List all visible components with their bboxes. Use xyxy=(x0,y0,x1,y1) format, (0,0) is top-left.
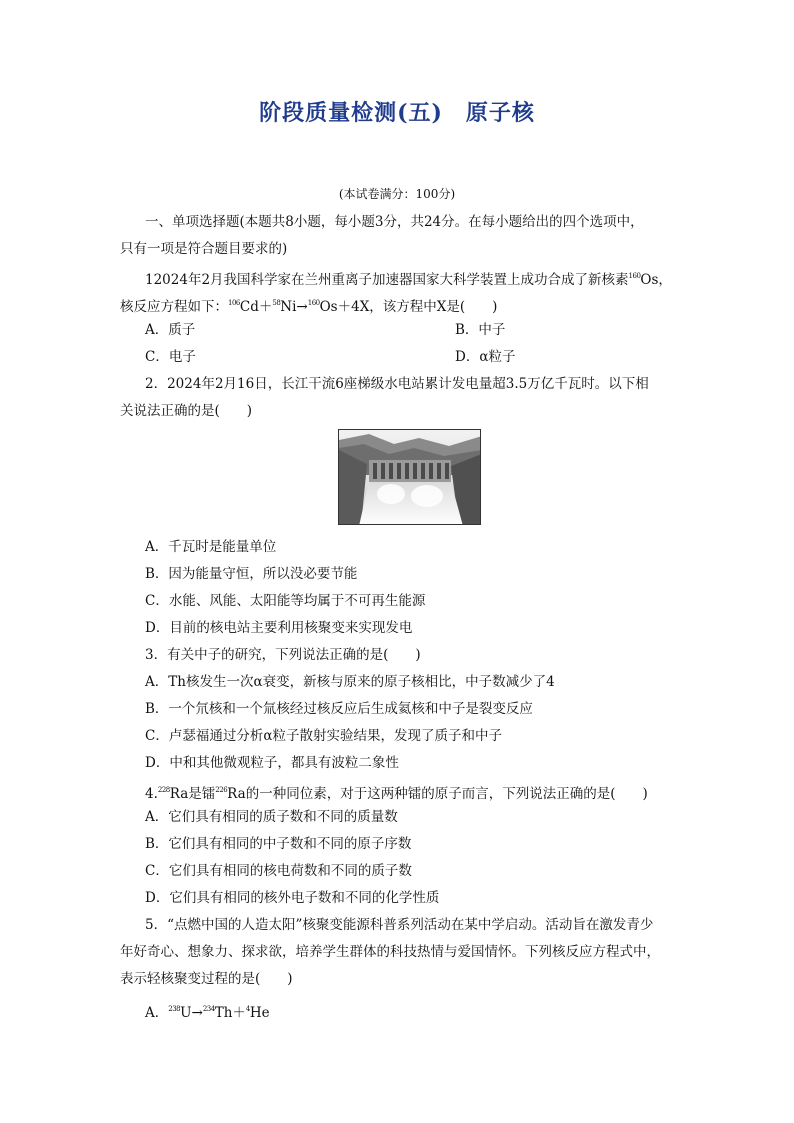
q3-option-d: D．中和其他微观粒子，都具有波粒二象性 xyxy=(145,755,399,771)
page-title: 阶段质量检测(五) 原子核 xyxy=(259,100,535,126)
q3-option-c: C．卢瑟福通过分析α粒子散射实验结果，发现了质子和中子 xyxy=(145,728,502,744)
q1-stem-line2: 核反应方程如下：$^{106}$Cd＋$^{58}$Ni→$^{160}$Os＋4X，该方程中X是( ) xyxy=(120,299,498,315)
section-heading-line1: 一、单项选择题(本题共8小题，每小题3分，共24分。在每小题给出的四个选项中， xyxy=(145,214,644,230)
q3-option-a: A．Th核发生一次α衰变，新核与原来的原子核相比，中子数减少了4 xyxy=(145,674,555,690)
q3-option-b: B．一个氘核和一个氚核经过核反应后生成氦核和中子是裂变反应 xyxy=(145,701,533,717)
section-heading-line2: 只有一项是符合题目要求的) xyxy=(120,241,288,257)
q2-option-a: A．千瓦时是能量单位 xyxy=(145,539,277,555)
q5-stem-line1: 5．“点燃中国的人造太阳”核聚变能源科普系列活动在某中学启动。活动旨在激发青少 xyxy=(145,917,654,933)
q1-option-c: C．电子 xyxy=(145,349,196,365)
q1-option-a: A．质子 xyxy=(145,322,196,338)
q4-stem: 4.$^{228}$Ra是镭$^{226}$Ra的一种同位素，对于这两种镭的原子而言，下列说法正确的是( ) xyxy=(145,786,648,802)
q2-stem-line1: 2．2024年2月16日，长江干流6座梯级水电站累计发电量超3.5万亿千瓦时。以下相 xyxy=(145,376,649,392)
q2-option-d: D．目前的核电站主要利用核聚变来实现发电 xyxy=(145,620,413,636)
q1-stem-line1: 12024年2月我国科学家在兰州重离子加速器国家大科学装置上成功合成了新核素$^{160}$Os， xyxy=(145,272,672,288)
score-note: (本试卷满分：100分) xyxy=(338,187,456,201)
q4-option-d: D．它们具有相同的核外电子数和不同的化学性质 xyxy=(145,890,440,906)
q4-option-b: B．它们具有相同的中子数和不同的原子序数 xyxy=(145,836,412,852)
q2-option-b: B．因为能量守恒，所以没必要节能 xyxy=(145,566,358,582)
q5-option-a: A．$^{238}$U→$^{234}$Th＋$^4$He xyxy=(145,1005,270,1021)
q2-stem-line2: 关说法正确的是( ) xyxy=(120,403,253,419)
q2-option-c: C．水能、风能、太阳能等均属于不可再生能源 xyxy=(145,593,426,609)
q4-option-a: A．它们具有相同的质子数和不同的质量数 xyxy=(145,809,398,825)
q1-option-b: B．中子 xyxy=(455,322,506,338)
q5-stem-line2: 年好奇心、想象力、探求欲，培养学生群体的科技热情与爱国情怀。下列核反应方程式中， xyxy=(120,944,660,960)
hydropower-dam-photo xyxy=(338,429,481,525)
q3-stem: 3．有关中子的研究，下列说法正确的是( ) xyxy=(145,647,421,663)
q5-stem-line3: 表示轻核聚变过程的是( ) xyxy=(120,971,293,987)
q1-option-d: D．α粒子 xyxy=(455,349,516,365)
q4-option-c: C．它们具有相同的核电荷数和不同的质子数 xyxy=(145,863,412,879)
